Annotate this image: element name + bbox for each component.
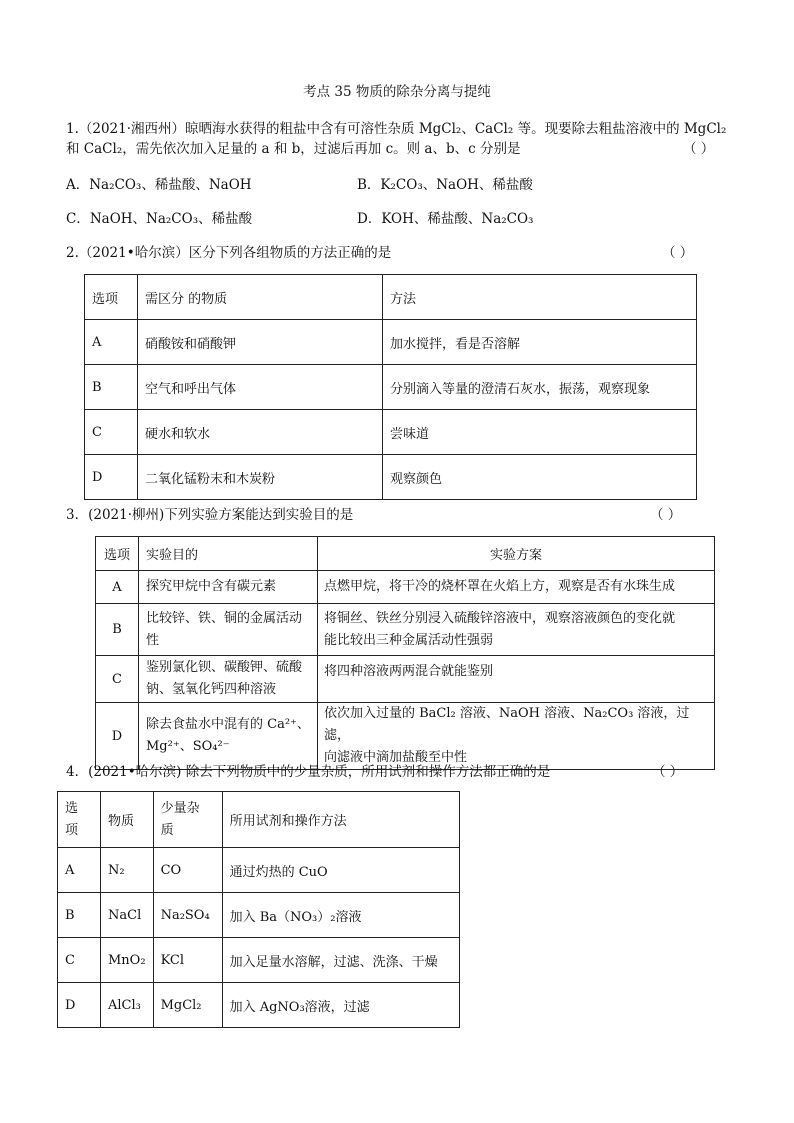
substance-cell: MnO₂ — [101, 938, 154, 983]
q2-answer-paren: （ ） — [662, 245, 694, 261]
method-cell: 通过灼热的 CuO — [222, 848, 459, 893]
q3-table — [95, 536, 715, 770]
table-row — [58, 848, 460, 893]
option-cell: B — [85, 365, 138, 410]
q2-table — [84, 274, 697, 500]
goal-text: 钠、氢氧化钙四种溶液 — [146, 682, 277, 697]
option-cell: D — [85, 455, 138, 500]
impurity-cell: KCl — [153, 938, 222, 983]
table-header-row — [85, 275, 697, 320]
q3-answer-paren: （ ） — [650, 507, 682, 523]
option-cell: D — [58, 983, 101, 1028]
header-cell — [153, 792, 222, 848]
header-text: 少量杂 — [160, 800, 200, 816]
method-cell: 分别滴入等量的澄清石灰水，振荡，观察现象 — [383, 365, 697, 410]
substance-cell: 硬水和软水 — [138, 410, 383, 455]
q3-stem: 3．(2021·柳州)下列实验方案能达到实验目的是 — [66, 507, 354, 523]
q1-option-b: B．K₂CO₃、NaOH、稀盐酸 — [357, 177, 533, 193]
option-cell: C — [96, 656, 139, 703]
table-row — [85, 410, 697, 455]
table-header-row — [96, 537, 715, 571]
goal-text: 探究甲烷中含有碳元素 — [146, 579, 277, 594]
table-row — [85, 320, 697, 365]
goal-text: 除去食盐水中混有的 Ca²⁺、 — [146, 717, 310, 732]
plan-text: 将四种溶液两两混合就能鉴别 — [324, 664, 494, 679]
option-cell: A — [96, 571, 139, 604]
goal-cell — [139, 656, 318, 703]
substance-cell: 二氧化锰粉末和木炭粉 — [138, 455, 383, 500]
method-cell: 尝味道 — [383, 410, 697, 455]
plan-text: 依次加入过量的 BaCl₂ 溶液、NaOH 溶液、Na₂CO₃ 溶液，过滤， — [324, 706, 690, 743]
plan-text: 向滤液中滴加盐酸至中性 — [324, 750, 468, 765]
plan-cell — [318, 571, 715, 604]
header-cell: 方法 — [383, 275, 697, 320]
table-row — [96, 604, 715, 656]
substance-cell: N₂ — [101, 848, 154, 893]
option-cell: B — [96, 604, 139, 656]
goal-text: 比较锌、铁、铜的金属活动 — [146, 610, 303, 626]
header-text: 质 — [160, 822, 174, 838]
method-cell: 加水搅拌，看是否溶解 — [383, 320, 697, 365]
table-row — [58, 938, 460, 983]
q4-table — [57, 791, 460, 1028]
option-cell: A — [58, 848, 101, 893]
q4-stem: 4．(2021•哈尔滨) 除去下列物质中的少量杂质，所用试剂和操作方法都正确的是 — [66, 764, 551, 780]
goal-text: Mg²⁺、SO₄²⁻ — [146, 739, 230, 754]
header-text: 物质 — [108, 814, 135, 829]
goal-cell — [139, 571, 318, 604]
substance-cell: 空气和呼出气体 — [138, 365, 383, 410]
option-cell: C — [58, 938, 101, 983]
header-cell — [58, 792, 101, 848]
table-row — [96, 571, 715, 604]
impurity-cell: Na₂SO₄ — [153, 893, 222, 938]
option-cell: A — [85, 320, 138, 365]
page-title: 考点 35 物质的除杂分离与提纯 — [303, 84, 491, 100]
table-row — [58, 983, 460, 1028]
plan-text: 将铜丝、铁丝分别浸入硫酸锌溶液中，观察溶液颜色的变化就 — [324, 610, 676, 626]
header-cell: 选项 — [96, 537, 139, 571]
plan-text: 点燃甲烷，将干冷的烧杯罩在火焰上方，观察是否有水珠生成 — [324, 579, 676, 594]
header-cell — [101, 792, 154, 848]
goal-cell — [139, 604, 318, 656]
header-cell: 实验方案 — [318, 537, 715, 571]
method-cell: 观察颜色 — [383, 455, 697, 500]
plan-cell — [318, 604, 715, 656]
option-cell: D — [96, 703, 139, 770]
header-cell: 选项 — [85, 275, 138, 320]
table-row — [58, 893, 460, 938]
method-cell: 加入 AgNO₃溶液，过滤 — [222, 983, 459, 1028]
header-cell: 需区分 的物质 — [138, 275, 383, 320]
q1-stem-line1: 1.（2021·湘西州）晾晒海水获得的粗盐中含有可溶性杂质 MgCl₂、CaCl₂ 等。现要除去粗盐溶液中的 MgCl₂ — [66, 121, 727, 137]
substance-cell: 硝酸铵和硝酸钾 — [138, 320, 383, 365]
option-cell: C — [85, 410, 138, 455]
header-text: 所用试剂和操作方法 — [229, 814, 347, 829]
q1-option-d: D．KOH、稀盐酸、Na₂CO₃ — [357, 211, 534, 227]
header-text: 项 — [65, 822, 79, 838]
header-cell: 实验目的 — [139, 537, 318, 571]
goal-text: 性 — [146, 632, 160, 648]
impurity-cell: CO — [153, 848, 222, 893]
q1-option-c: C．NaOH、Na₂CO₃、稀盐酸 — [66, 211, 253, 227]
method-cell: 加入足量水溶解，过滤、洗涤、干燥 — [222, 938, 459, 983]
q1-option-a: A．Na₂CO₃、稀盐酸、NaOH — [66, 177, 252, 193]
table-row — [96, 656, 715, 703]
goal-text: 鉴别氯化钡、碳酸钾、硫酸 — [146, 660, 303, 675]
table-header-row — [58, 792, 460, 848]
plan-cell — [318, 656, 715, 703]
q1-stem-line2: 和 CaCl₂，需先依次加入足量的 a 和 b，过滤后再加 c。则 a、b、c 分别是 — [66, 141, 521, 157]
q1-answer-paren: （ ） — [683, 141, 715, 157]
header-cell — [222, 792, 459, 848]
table-row — [85, 365, 697, 410]
method-cell: 加入 Ba（NO₃）₂溶液 — [222, 893, 459, 938]
header-text: 选 — [65, 800, 79, 816]
substance-cell: NaCl — [101, 893, 154, 938]
q2-stem: 2.（2021•哈尔滨）区分下列各组物质的方法正确的是 — [66, 245, 392, 261]
impurity-cell: MgCl₂ — [153, 983, 222, 1028]
substance-cell: AlCl₃ — [101, 983, 154, 1028]
table-row — [85, 455, 697, 500]
q4-answer-paren: （ ） — [652, 764, 684, 780]
option-cell: B — [58, 893, 101, 938]
plan-text: 能比较出三种金属活动性强弱 — [324, 632, 494, 648]
